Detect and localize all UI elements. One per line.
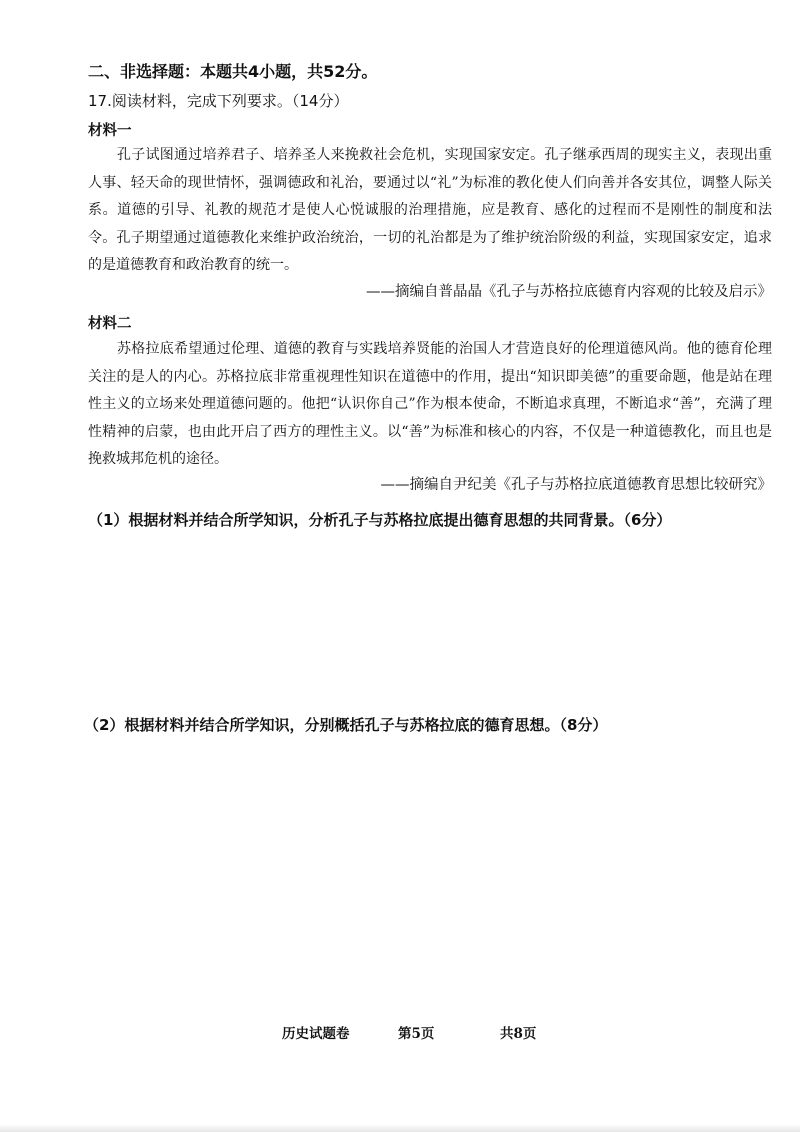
material-1-source: ——摘编自普晶晶《孔子与苏格拉底德育内容观的比较及启示》 [366,284,772,300]
scan-edge [0,1124,800,1132]
material-2-source: ——摘编自尹纪美《孔子与苏格拉底道德教育思想比较研究》 [380,477,772,493]
section-title: 二、非选择题：本题共4小题，共52分。 [88,62,378,81]
subquestion-1: （1）根据材料并结合所学知识，分析孔子与苏格拉底提出德育思想的共同背景。（6分） [88,511,672,529]
footer-page-number: 第5页 [398,1026,435,1042]
footer-total-pages: 共8页 [500,1026,537,1042]
subquestion-2: （2）根据材料并结合所学知识，分别概括孔子与苏格拉底的德育思想。（8分） [84,716,608,734]
material-1-label: 材料一 [88,123,132,139]
question-title: 17.阅读材料，完成下列要求。（14分） [88,92,349,110]
material-2-label: 材料二 [88,316,132,332]
material-1-text: 孔子试图通过培养君子、培养圣人来挽救社会危机，实现国家安定。孔子继承西周的现实主义，表现出重人事、轻天命的现世情怀，强调德政和礼治，要通过以“礼”为标准的教化使人们向善并各安其位，调整人际关系。道德的引导、礼教的规范才是使人心悦诚服的治理措施，应是教育、感化的过程而不是刚性的制度和法令。孔子期望通过道德教化来维护政治统治，一切的礼治都是为了维护统治阶级的利益，实现国家安定，追求的是道德教育和政治教育的统一。 [88,147,772,273]
material-2-text: 苏格拉底希望通过伦理、道德的教育与实践培养贤能的治国人才营造良好的伦理道德风尚。他的德育伦理关注的是人的内心。苏格拉底非常重视理性知识在道德中的作用，提出“知识即美德”的重要命题，他是站在理性主义的立场来处理道德问题的。他把“认识你自己”作为根本使命，不断追求真理，不断追求“善”，充满了理性精神的启蒙，也由此开启了西方的理性主义。以“善”为标准和核心的内容，不仅是一种道德教化，而且也是挽救城邦危机的途径。 [88,341,772,467]
footer-subject: 历史试题卷 [282,1026,350,1042]
